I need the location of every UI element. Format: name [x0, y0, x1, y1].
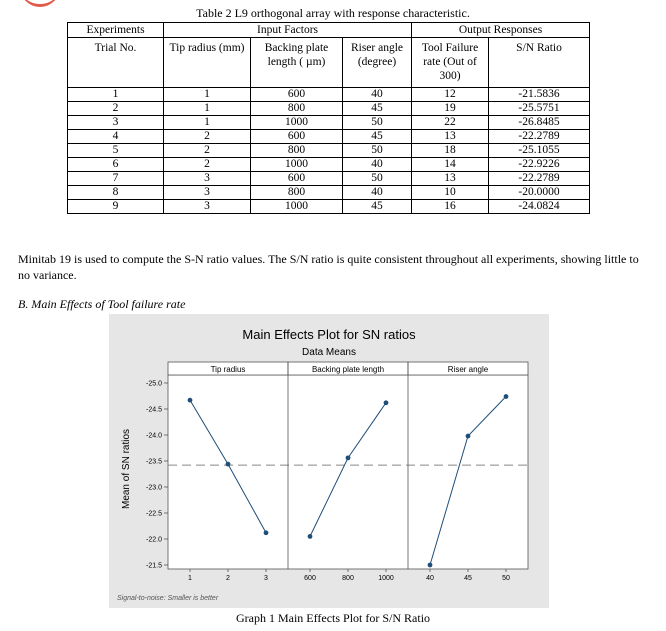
table-cell: 50: [343, 144, 412, 158]
table-cell: 800: [251, 144, 343, 158]
table-cell: -24.0824: [489, 200, 590, 214]
body-paragraph: Minitab 19 is used to compute the S-N ratio values. The S/N ratio is quite consistent throughout all experiments, showing little to no variance.: [18, 252, 639, 282]
table-cell: 10: [412, 186, 489, 200]
table-cell: 22: [412, 116, 489, 130]
table-cell: 13: [412, 172, 489, 186]
table-cell: 3: [164, 200, 251, 214]
table-row: [68, 158, 590, 172]
table-cell: 8: [68, 186, 164, 200]
table-cell: 2: [164, 130, 251, 144]
table-cell: -22.9226: [489, 158, 590, 172]
table-row: [68, 102, 590, 116]
table-cell: -20.0000: [489, 186, 590, 200]
column-header: Trial No.: [68, 38, 164, 88]
table-row: [68, 172, 590, 186]
column-header: Riser angle (degree): [343, 38, 412, 88]
table-cell: 45: [343, 130, 412, 144]
column-header: S/N Ratio: [489, 38, 590, 88]
data-point: [188, 398, 193, 403]
table-cell: 45: [343, 200, 412, 214]
table-cell: 1: [164, 102, 251, 116]
main-effects-chart: [109, 314, 549, 608]
column-header: Tool Failure rate (Out of 300): [412, 38, 489, 88]
data-point: [308, 534, 313, 539]
table-cell: 40: [343, 88, 412, 102]
x-tick-label: 45: [464, 575, 472, 582]
table-cell: 50: [343, 172, 412, 186]
chart-title: Main Effects Plot for SN ratios: [242, 327, 416, 342]
x-tick-label: 50: [502, 575, 510, 582]
table-cell: 6: [68, 158, 164, 172]
chart-footnote: Signal-to-noise: Smaller is better: [117, 595, 219, 602]
table-cell: 7: [68, 172, 164, 186]
section-heading: B. Main Effects of Tool failure rate: [18, 297, 186, 311]
table-cell: 40: [343, 186, 412, 200]
data-point: [264, 530, 269, 535]
table-cell: 12: [412, 88, 489, 102]
table-row: [68, 130, 590, 144]
table-cell: 1000: [251, 116, 343, 130]
data-point: [466, 434, 471, 439]
table-row: [68, 116, 590, 130]
table-cell: 1000: [251, 200, 343, 214]
x-tick-label: 600: [304, 575, 316, 582]
table-cell: -22.2789: [489, 172, 590, 186]
table-cell: 5: [68, 144, 164, 158]
data-point: [384, 400, 389, 405]
l9-orthogonal-array-table: [67, 22, 590, 214]
table-cell: 9: [68, 200, 164, 214]
x-tick-label: 1: [188, 575, 192, 582]
y-tick-label: -21.5: [146, 562, 162, 570]
table-cell: 19: [412, 102, 489, 116]
table-row: [68, 144, 590, 158]
table-cell: 13: [412, 130, 489, 144]
table-cell: 40: [343, 158, 412, 172]
y-tick-label: -24.0: [146, 432, 162, 440]
table-row: [68, 200, 590, 214]
table-cell: 3: [68, 116, 164, 130]
table-cell: 2: [68, 102, 164, 116]
panel-strip-label: Backing plate length: [311, 365, 385, 374]
panel-strip-label: Riser angle: [447, 365, 489, 374]
x-tick-label: 3: [264, 575, 268, 582]
y-tick-label: -22.5: [146, 510, 162, 518]
main-effects-plot: [109, 314, 549, 608]
column-header-row: [68, 38, 590, 88]
y-tick-label: -23.0: [146, 484, 162, 492]
table-cell: 45: [343, 102, 412, 116]
table-cell: 800: [251, 102, 343, 116]
y-axis-label: Mean of SN ratios: [121, 428, 132, 510]
table-cell: 16: [412, 200, 489, 214]
table-cell: 1: [68, 88, 164, 102]
column-header: Tip radius (mm): [164, 38, 251, 88]
panel-strip-label: Tip radius: [210, 365, 246, 374]
table-cell: 1000: [251, 158, 343, 172]
x-tick-label: 2: [226, 575, 230, 582]
table-cell: 4: [68, 130, 164, 144]
y-tick-label: -24.5: [146, 406, 162, 414]
x-tick-label: 800: [342, 575, 354, 582]
table-cell: 3: [164, 186, 251, 200]
table-cell: 600: [251, 130, 343, 144]
figure-caption: Graph 1 Main Effects Plot for S/N Ratio: [235, 611, 431, 625]
chart-subtitle: Data Means: [302, 347, 356, 358]
table-row: [68, 88, 590, 102]
table-cell: 3: [164, 172, 251, 186]
group-header-row: [68, 23, 590, 38]
table-cell: 50: [343, 116, 412, 130]
table-cell: -22.2789: [489, 130, 590, 144]
data-point: [226, 462, 231, 467]
table-cell: 600: [251, 88, 343, 102]
column-header: Backing plate length ( µm): [251, 38, 343, 88]
y-tick-label: -23.5: [146, 458, 162, 466]
group-header-experiments: Experiments: [68, 23, 164, 38]
table-cell: 600: [251, 172, 343, 186]
data-point: [428, 563, 433, 568]
table-caption: Table 2 L9 orthogonal array with response characteristic.: [196, 6, 470, 20]
y-tick-label: -25.0: [146, 380, 162, 388]
table-cell: 800: [251, 186, 343, 200]
table-cell: 14: [412, 158, 489, 172]
x-tick-label: 1000: [378, 575, 394, 582]
x-tick-label: 40: [426, 575, 434, 582]
y-tick-label: -22.0: [146, 536, 162, 544]
table-cell: -25.1055: [489, 144, 590, 158]
table-cell: -25.5751: [489, 102, 590, 116]
group-header-output-responses: Output Responses: [412, 23, 590, 38]
table-cell: 1: [164, 116, 251, 130]
plot-area: [168, 375, 528, 569]
table-cell: 2: [164, 144, 251, 158]
data-point: [504, 394, 509, 399]
table-cell: -26.8485: [489, 116, 590, 130]
table-cell: 1: [164, 88, 251, 102]
table-cell: -21.5836: [489, 88, 590, 102]
table-cell: 2: [164, 158, 251, 172]
table-cell: 18: [412, 144, 489, 158]
group-header-input-factors: Input Factors: [164, 23, 412, 38]
table-row: [68, 186, 590, 200]
data-point: [346, 455, 351, 460]
